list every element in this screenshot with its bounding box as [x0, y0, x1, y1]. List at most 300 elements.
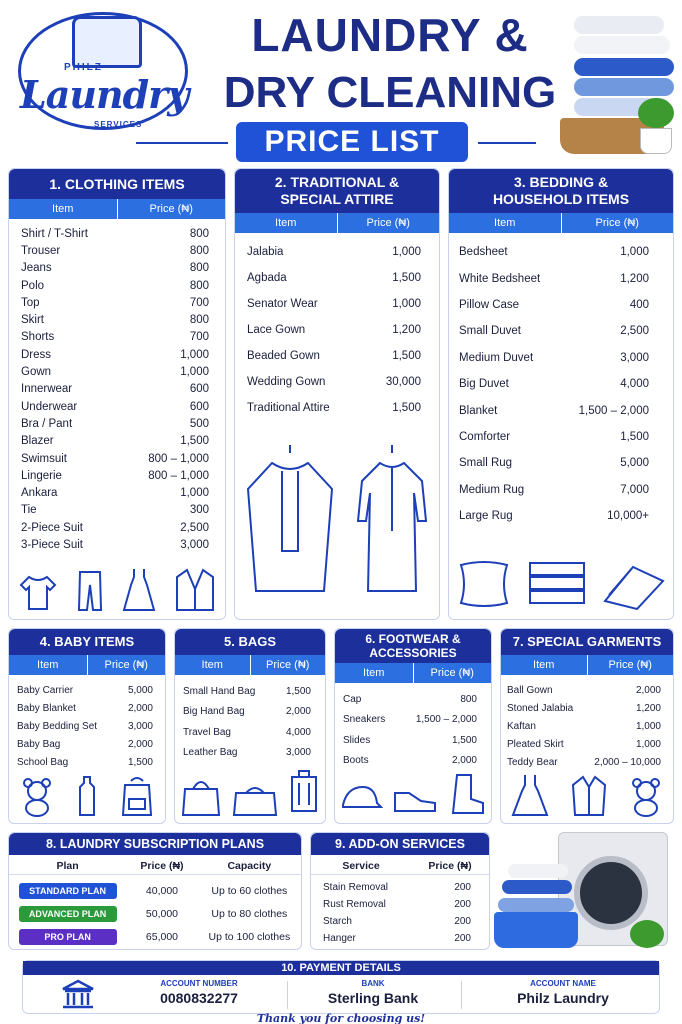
pillow-icon	[455, 557, 513, 611]
bedding-list	[449, 233, 673, 529]
item-price: 1,500 – 2,000	[578, 404, 649, 417]
list-item	[21, 242, 209, 259]
bank-icon	[61, 979, 95, 1011]
duffel-bag-icon	[232, 781, 278, 817]
title-line-2: DRY CLEANING	[223, 68, 557, 117]
list-item	[459, 239, 649, 265]
list-item	[21, 260, 209, 277]
account-name-label: ACCOUNT NAME	[530, 979, 596, 988]
list-item	[21, 311, 209, 328]
list-item	[17, 699, 153, 717]
clothing-col-head	[9, 199, 225, 219]
col-item: Item	[494, 217, 516, 229]
account-number-block	[129, 979, 269, 1006]
item-name: Lingerie	[21, 469, 62, 482]
traditional-list	[235, 233, 439, 421]
addons-list	[311, 875, 489, 947]
list-item	[21, 536, 209, 553]
list-item	[17, 681, 153, 699]
list-item	[21, 450, 209, 467]
laundry-basket-image	[494, 862, 578, 950]
handbag-icon	[181, 775, 221, 817]
folded-towels-icon	[526, 557, 588, 611]
list-item	[183, 681, 311, 702]
clothing-list	[9, 219, 225, 554]
item-price: 1,500	[620, 430, 649, 443]
item-price: 5,000	[127, 684, 153, 696]
item-name: Hanger	[323, 933, 356, 944]
traditional-card	[234, 168, 440, 620]
traditional-title-1: 2. TRADITIONAL &	[274, 174, 400, 190]
clothing-icons	[9, 565, 225, 613]
list-item	[247, 395, 421, 421]
list-item	[459, 397, 649, 423]
divider-left	[136, 142, 228, 144]
item-name: Leather Bag	[183, 747, 238, 759]
col-item: Item	[533, 659, 555, 671]
item-name: Trouser	[21, 244, 61, 257]
list-item	[459, 503, 649, 529]
list-item	[507, 681, 661, 699]
item-price: 1,500	[392, 402, 421, 414]
item-name: Lace Gown	[247, 324, 306, 336]
item-price: 700	[189, 296, 209, 309]
towel-mid	[502, 880, 572, 894]
baby-title: 4. BABY ITEMS	[9, 629, 165, 655]
addons-head	[311, 855, 489, 875]
item-name: Big Hand Bag	[183, 706, 245, 718]
item-name: Rust Removal	[323, 899, 386, 910]
basket-icon-2	[494, 912, 578, 948]
plan-price: 65,000	[145, 930, 179, 943]
list-item	[507, 735, 661, 753]
item-price: 2,000	[127, 738, 153, 750]
item-name: Shirt / T-Shirt	[21, 227, 88, 240]
item-name: Agbada	[247, 272, 287, 284]
suitcase-icon	[289, 769, 319, 817]
bedding-title-1: 3. BEDDING &	[513, 174, 609, 190]
account-number-label: ACCOUNT NUMBER	[160, 979, 238, 988]
item-name: Slides	[343, 734, 371, 746]
plan-capacity: Up to 80 clothes	[211, 907, 288, 920]
item-price: 1,000	[180, 487, 209, 500]
item-price: 800 – 1,000	[148, 452, 209, 465]
special-card	[500, 628, 674, 824]
item-price: 1,500	[285, 685, 311, 697]
item-price: 1,500	[127, 756, 153, 768]
item-price: 2,000	[451, 755, 477, 767]
item-price: 300	[189, 504, 209, 517]
traditional-col-head	[235, 213, 439, 233]
item-price: 600	[189, 400, 209, 413]
col-price: Price (₦)	[561, 213, 674, 233]
list-item	[459, 450, 649, 476]
item-name: Pillow Case	[459, 298, 520, 311]
list-item	[21, 277, 209, 294]
agbada-icon	[242, 441, 338, 601]
item-price: 1,200	[620, 272, 649, 285]
plan-row	[9, 902, 301, 925]
logo-services: SERVICES	[94, 120, 143, 129]
item-price: 200	[454, 899, 471, 910]
list-item	[459, 345, 649, 371]
list-item	[323, 913, 471, 930]
teddy-bear-icon-2	[628, 777, 664, 817]
item-name: Big Duvet	[459, 378, 509, 391]
bags-icons	[175, 767, 325, 817]
towel-white	[574, 16, 664, 34]
item-price: 700	[189, 331, 209, 344]
traditional-icons	[235, 431, 439, 601]
item-price: 1,000	[635, 720, 661, 732]
item-price: 1,000	[180, 348, 209, 361]
list-item	[459, 477, 649, 503]
logo	[10, 8, 190, 136]
special-title: 7. SPECIAL GARMENTS	[501, 629, 673, 655]
tshirt-icon	[17, 573, 59, 613]
item-name: Stoned Jalabia	[507, 702, 574, 714]
item-price: 2,000 – 10,000	[594, 756, 661, 768]
list-item	[17, 753, 153, 771]
item-price: 200	[454, 916, 471, 927]
item-name: Jeans	[21, 262, 52, 275]
list-item	[323, 930, 471, 947]
bags-col-head	[175, 655, 325, 675]
item-name: Ball Gown	[507, 684, 553, 696]
plan-badge: STANDARD PLAN	[19, 883, 117, 899]
item-price: 3,000	[127, 720, 153, 732]
pay-divider-1	[287, 981, 288, 1009]
item-name: 2-Piece Suit	[21, 521, 84, 534]
list-item	[21, 363, 209, 380]
item-name: Baby Carrier	[17, 684, 74, 696]
list-item	[21, 329, 209, 346]
bags-list	[175, 675, 325, 763]
plan-price: 40,000	[145, 884, 179, 897]
item-price: 800	[189, 244, 209, 257]
item-price: 2,000	[285, 706, 311, 718]
item-name: Pleated Skirt	[507, 738, 564, 750]
bedding-title-2: HOUSEHOLD ITEMS	[492, 191, 630, 207]
shirt-icon	[72, 16, 142, 68]
plan-badge: ADVANCED PLAN	[19, 906, 117, 922]
item-price: 1,000	[392, 246, 421, 258]
traditional-title	[235, 169, 439, 213]
baby-card	[8, 628, 166, 824]
list-item	[459, 265, 649, 291]
bank-block	[293, 979, 453, 1006]
col-price: Price (₦)	[337, 213, 440, 233]
item-price: 3,000	[180, 538, 209, 551]
towels-image	[560, 12, 680, 160]
col-service: Service	[342, 860, 380, 872]
plan-capacity: Up to 60 clothes	[211, 884, 288, 897]
account-name-block	[473, 979, 653, 1006]
bedding-icons	[449, 549, 673, 611]
footwear-title-2: ACCESSORIES	[369, 646, 457, 660]
divider-right	[478, 142, 536, 144]
item-name: 3-Piece Suit	[21, 538, 84, 551]
plant-icon	[638, 98, 674, 128]
price-list-banner	[136, 122, 536, 162]
col-item: Item	[37, 659, 59, 671]
footwear-icons	[335, 771, 491, 815]
list-item	[21, 346, 209, 363]
page-title	[200, 6, 580, 122]
col-item: Item	[52, 203, 74, 215]
item-name: Wedding Gown	[247, 376, 326, 388]
item-price: 10,000+	[607, 510, 649, 523]
teddy-bear-icon	[19, 777, 55, 817]
col-item: Item	[363, 667, 385, 679]
title-line-1: LAUNDRY &	[251, 9, 529, 61]
list-item	[183, 722, 311, 743]
subscription-head	[9, 855, 301, 875]
item-price: 1,000	[180, 366, 209, 379]
list-item	[247, 369, 421, 395]
list-item	[459, 292, 649, 318]
item-name: Small Rug	[459, 457, 513, 470]
list-item	[343, 730, 477, 751]
list-item	[459, 424, 649, 450]
plan-badge: PRO PLAN	[19, 929, 117, 945]
payment-card	[22, 960, 660, 1014]
list-item	[507, 717, 661, 735]
washer-door	[574, 856, 648, 930]
shirt-hanger-icon	[569, 773, 609, 817]
item-price: 2,500	[180, 521, 209, 534]
bank-name: Sterling Bank	[327, 990, 419, 1006]
special-list	[501, 675, 673, 771]
item-price: 1,200	[635, 702, 661, 714]
item-name: Blanket	[459, 404, 498, 417]
item-price: 1,200	[392, 324, 421, 336]
col-price: Price (₦)	[87, 655, 166, 675]
baby-icons	[9, 775, 165, 817]
list-item	[183, 702, 311, 723]
item-price: 800	[189, 279, 209, 292]
list-item	[21, 502, 209, 519]
item-name: Top	[21, 296, 40, 309]
list-item	[247, 343, 421, 369]
item-name: Blazer	[21, 435, 54, 448]
special-col-head	[501, 655, 673, 675]
col-plan: Plan	[56, 860, 79, 872]
list-item	[21, 225, 209, 242]
item-name: Baby Blanket	[17, 702, 76, 714]
item-name: Baby Bag	[17, 738, 61, 750]
list-item	[459, 318, 649, 344]
item-price: 7,000	[620, 483, 649, 496]
item-name: Skirt	[21, 314, 44, 327]
bedding-card	[448, 168, 674, 620]
item-price: 800	[460, 693, 477, 705]
item-name: Swimsuit	[21, 452, 68, 465]
item-name: Tie	[21, 504, 37, 517]
clothing-card	[8, 168, 226, 620]
baby-col-head	[9, 655, 165, 675]
footwear-list	[335, 683, 491, 771]
plan-price: 50,000	[145, 907, 179, 920]
footwear-card	[334, 628, 492, 824]
item-name: Jalabia	[247, 246, 284, 258]
item-name: Polo	[21, 279, 45, 292]
item-name: Beaded Gown	[247, 350, 320, 362]
bedding-title	[449, 169, 673, 213]
plan-row	[9, 925, 301, 948]
item-price: 3,000	[285, 747, 311, 759]
account-name: Philz Laundry	[517, 990, 609, 1006]
item-name: Gown	[21, 366, 52, 379]
blazer-icon	[173, 567, 217, 613]
list-item	[343, 751, 477, 772]
list-item	[247, 291, 421, 317]
footwear-title-1: 6. FOOTWEAR &	[365, 632, 461, 646]
col-price: Price (₦)	[413, 663, 492, 683]
item-name: Boots	[343, 755, 369, 767]
item-price: 5,000	[620, 457, 649, 470]
list-item	[459, 371, 649, 397]
item-name: Shorts	[21, 331, 55, 344]
item-name: Stain Removal	[323, 882, 389, 893]
logo-brand: Laundry	[20, 72, 189, 117]
item-name: Bra / Pant	[21, 417, 73, 430]
footwear-col-head	[335, 663, 491, 683]
item-name: Cap	[343, 693, 362, 705]
list-item	[507, 753, 661, 771]
item-name: Sneakers	[343, 714, 386, 726]
list-item	[21, 381, 209, 398]
col-price: Price (₦)	[587, 655, 674, 675]
item-name: Medium Rug	[459, 483, 525, 496]
item-price: 1,500	[392, 350, 421, 362]
list-item	[21, 433, 209, 450]
plant-icon-2	[630, 920, 664, 948]
list-item	[21, 519, 209, 536]
list-item	[21, 467, 209, 484]
col-item: Item	[275, 217, 297, 229]
list-item	[17, 717, 153, 735]
plan-capacity: Up to 100 clothes	[208, 930, 291, 943]
account-number: 0080832277	[160, 990, 238, 1006]
bank-label: BANK	[361, 979, 385, 988]
item-name: Underwear	[21, 400, 78, 413]
item-price: 1,500	[451, 734, 477, 746]
pot-icon	[640, 128, 672, 154]
cap-icon	[339, 783, 383, 815]
thank-you-note: Thank you for choosing us!	[256, 1012, 426, 1024]
col-price: Price (₦)	[117, 199, 226, 219]
item-price: 800	[189, 262, 209, 275]
item-name: Ankara	[21, 487, 58, 500]
col-price: Price (₦)	[428, 860, 472, 872]
list-item	[343, 710, 477, 731]
item-name: Innerwear	[21, 383, 73, 396]
item-price: 3,000	[620, 351, 649, 364]
boot-icon	[447, 773, 487, 815]
logo-philz: PHILZ	[64, 62, 103, 73]
list-item	[21, 484, 209, 501]
item-name: School Bag	[17, 756, 69, 768]
item-name: Bedsheet	[459, 246, 508, 259]
towel-blue	[574, 58, 674, 76]
item-price: 500	[189, 417, 209, 430]
special-icons	[501, 771, 673, 817]
list-item	[21, 294, 209, 311]
trousers-icon	[75, 569, 105, 613]
item-price: 1,000	[635, 738, 661, 750]
payment-title: 10. PAYMENT DETAILS	[23, 961, 659, 975]
item-name: Starch	[323, 916, 352, 927]
item-price: 1,000	[620, 246, 649, 259]
bags-card	[174, 628, 326, 824]
col-price: Price (₦)	[140, 860, 184, 872]
ball-gown-icon	[510, 773, 550, 817]
subscription-title: 8. LAUNDRY SUBSCRIPTION PLANS	[9, 833, 301, 855]
item-name: White Bedsheet	[459, 272, 541, 285]
list-item	[247, 317, 421, 343]
list-item	[323, 879, 471, 896]
item-name: Baby Bedding Set	[17, 720, 98, 732]
list-item	[247, 239, 421, 265]
list-item	[17, 735, 153, 753]
list-item	[507, 699, 661, 717]
item-price: 4,000	[620, 378, 649, 391]
item-name: Comforter	[459, 430, 511, 443]
item-name: Traditional Attire	[247, 402, 330, 414]
pay-divider-2	[461, 981, 462, 1009]
list-item	[183, 743, 311, 764]
item-name: Teddy Bear	[507, 756, 558, 768]
sneaker-icon	[391, 785, 439, 815]
item-price: 800	[189, 227, 209, 240]
item-price: 800	[189, 314, 209, 327]
traditional-title-2: SPECIAL ATTIRE	[280, 191, 394, 207]
item-price: 1,000	[392, 298, 421, 310]
baby-list	[9, 675, 165, 771]
footwear-title	[335, 629, 491, 663]
clothing-title: 1. CLOTHING ITEMS	[9, 169, 225, 199]
item-name: Dress	[21, 348, 52, 361]
list-item	[247, 265, 421, 291]
item-name: Medium Duvet	[459, 351, 534, 364]
price-list-label: PRICE LIST	[236, 122, 468, 162]
item-name: Senator Wear	[247, 298, 318, 310]
item-price: 200	[454, 933, 471, 944]
list-item	[343, 689, 477, 710]
item-price: 2,500	[620, 325, 649, 338]
col-price: Price (₦)	[250, 655, 326, 675]
item-price: 30,000	[385, 376, 421, 388]
dress-icon	[121, 567, 157, 613]
subscription-list	[9, 875, 301, 948]
plan-row	[9, 879, 301, 902]
item-price: 600	[189, 383, 209, 396]
jalabia-icon	[352, 441, 432, 601]
item-price: 4,000	[285, 726, 311, 738]
rug-icon	[601, 557, 667, 611]
item-price: 2,000	[127, 702, 153, 714]
item-price: 2,000	[635, 684, 661, 696]
baby-bottle-icon	[76, 775, 98, 817]
bags-title: 5. BAGS	[175, 629, 325, 655]
item-name: Small Duvet	[459, 325, 521, 338]
item-price: 1,500 – 2,000	[415, 714, 477, 726]
towel-low	[498, 898, 574, 912]
item-price: 400	[629, 298, 649, 311]
item-name: Small Hand Bag	[183, 685, 256, 697]
item-name: Kaftan	[507, 720, 536, 732]
